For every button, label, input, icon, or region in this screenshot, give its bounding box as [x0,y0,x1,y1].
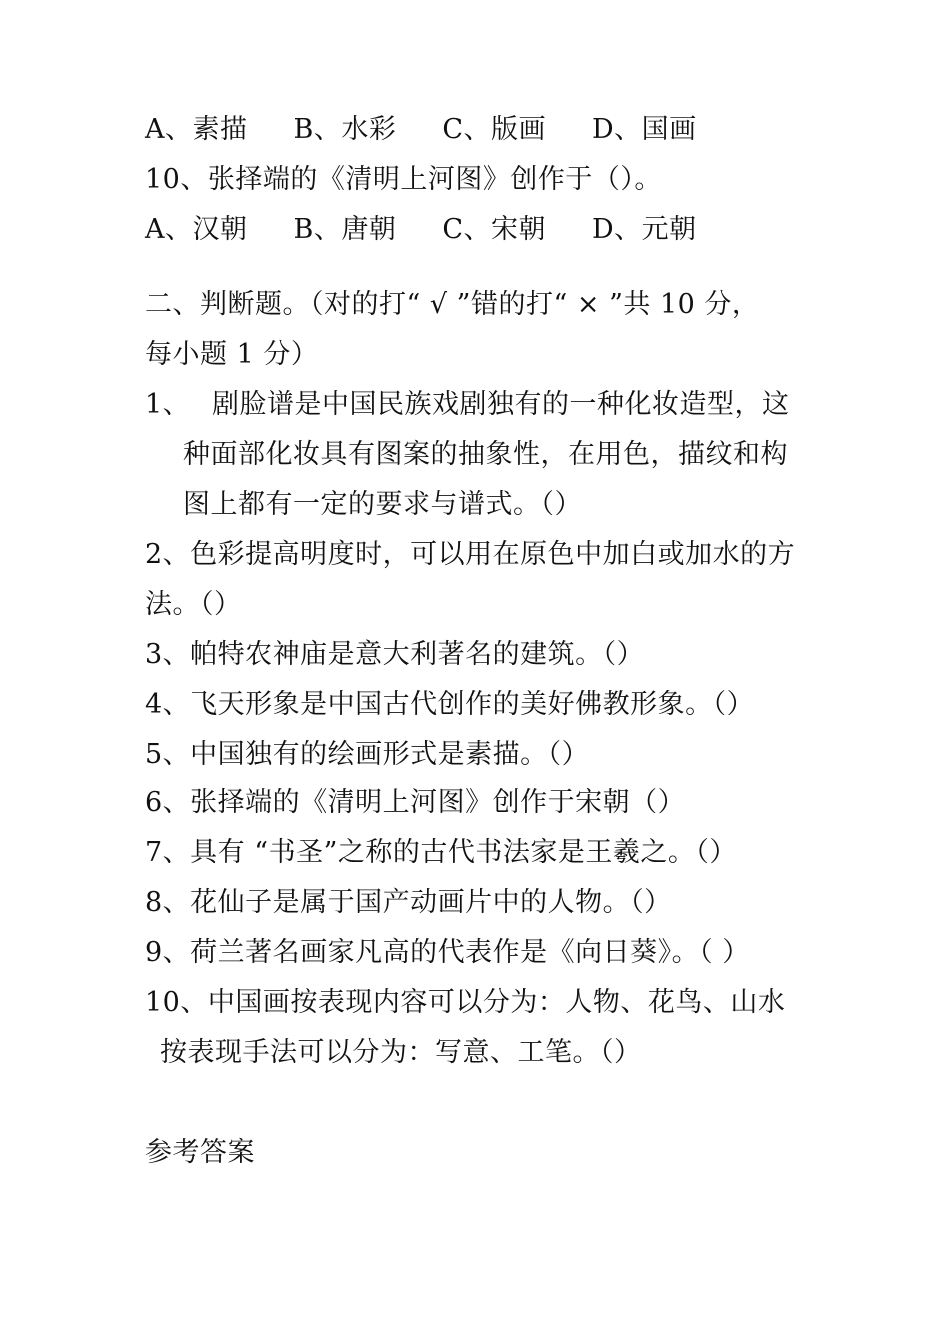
item8: 8、花仙子是属于国产动画片中的人物。（） [145,887,672,918]
item7: 7、具有 “书圣”之称的古代书法家是王羲之。（） [145,837,737,868]
q9-option-b: B、水彩 [293,114,397,145]
item3: 3、帕特农神庙是意大利著名的建筑。（） [145,639,645,670]
item1-line3: 图上都有一定的要求与谱式。（） [183,489,582,520]
item10-line1: 10、中国画按表现内容可以分为：人物、花鸟、山水 [145,987,786,1018]
item6: 6、张择端的《清明上河图》创作于宋朝（） [145,787,686,818]
section2-heading-line1: 二、判断题。（对的打“ √ ”错的打“ × ”共 10 分， [145,289,760,320]
q9-options-row [145,112,697,148]
item5: 5、中国独有的绘画形式是素描。（） [145,739,590,770]
q10-option-c: C、宋朝 [442,214,547,245]
item2-line2: 法。（） [145,589,242,620]
q10-option-b: B、唐朝 [293,214,397,245]
q9-option-a: A、素描 [145,114,248,145]
item9: 9、荷兰著名画家凡高的代表作是《向日葵》。（ ） [145,937,750,968]
item1-number: 1、 [145,389,191,420]
item1-line2: 种面部化妆具有图案的抽象性，在用色，描纹和构 [183,439,788,470]
item1-line1: 剧脸谱是中国民族戏剧独有的一种化妆造型，这 [212,389,790,420]
item10-line2: 按表现手法可以分为：写意、工笔。（） [160,1037,642,1068]
answers-heading: 参考答案 [145,1137,255,1168]
item2-line1: 2、色彩提高明度时，可以用在原色中加白或加水的方 [145,539,796,570]
item4: 4、飞天形象是中国古代创作的美好佛教形象。（） [145,689,755,720]
q10-option-a: A、汉朝 [145,214,248,245]
q10-option-d: D、元朝 [592,214,697,245]
section2-heading-line2: 每小题 1 分） [145,339,319,370]
q10-stem: 10、张择端的《清明上河图》创作于（）。 [145,164,662,195]
q10-options-row [145,212,697,248]
q9-option-c: C、版画 [442,114,547,145]
q9-option-d: D、国画 [592,114,697,145]
